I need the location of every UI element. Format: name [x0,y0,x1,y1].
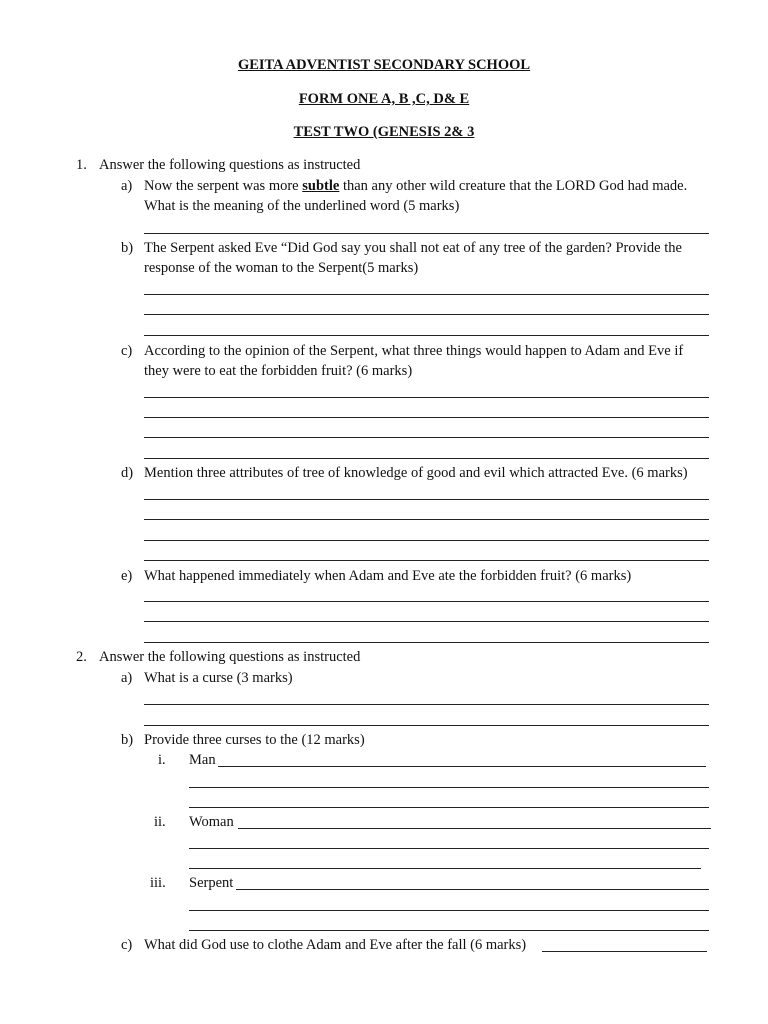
answer-line[interactable] [189,868,701,869]
q2b-item-number: ii. [154,814,166,830]
q2-number: 2. [76,649,87,665]
answer-line[interactable] [144,642,709,643]
q1-intro: Answer the following questions as instructed [99,157,361,173]
q1c-text-line1: According to the opinion of the Serpent, what three things would happen to Adam and Eve if [144,343,684,359]
test-title: TEST TWO (GENESIS 2& 3 [293,124,475,140]
q2b-item-label-serpent: Serpent [189,875,234,891]
q2b-item-number: iii. [150,875,166,891]
q1b-text-line1: The Serpent asked Eve “Did God say you shall not eat of any tree of the garden? Provide the [144,240,682,256]
answer-line[interactable] [542,951,707,952]
answer-line[interactable] [144,725,709,726]
answer-line[interactable] [144,233,709,234]
answer-line[interactable] [189,787,709,788]
answer-line[interactable] [144,519,709,520]
q2a-label: a) [121,670,133,686]
q1b-label: b) [121,240,134,256]
q1d-label: d) [121,465,134,481]
q2-intro: Answer the following questions as instructed [99,649,361,665]
answer-line[interactable] [189,910,709,911]
q2b-label: b) [121,732,134,748]
q1e-text-line1: What happened immediately when Adam and Eve ate the forbidden fruit? (6 marks) [144,568,632,584]
answer-line[interactable] [144,294,709,295]
q1a-text-pre: Now the serpent was more [144,178,303,194]
answer-line[interactable] [144,704,709,705]
answer-line[interactable] [144,437,709,438]
answer-line[interactable] [144,499,709,500]
answer-line[interactable] [144,335,709,336]
answer-line[interactable] [144,417,709,418]
q2b-item-label-man: Man [189,752,216,768]
answer-line[interactable] [189,807,709,808]
q1a-text [144,176,687,196]
q1e-label: e) [121,568,133,584]
q2c-label: c) [121,937,133,953]
answer-line[interactable] [144,621,709,622]
q1d-text-line1: Mention three attributes of tree of knowledge of good and evil which attracted Eve. (6 marks) [144,465,688,481]
q1a-text-post: than any other wild creature that the LORD God had made. [339,178,688,194]
q2a-text-line1: What is a curse (3 marks) [144,670,293,686]
answer-line[interactable] [144,540,709,541]
answer-line[interactable] [144,560,709,561]
answer-line[interactable] [189,848,709,849]
q2b-item-number: i. [158,752,166,768]
q2b-text-line1: Provide three curses to the (12 marks) [144,732,365,748]
q2b-item-label-woman: Woman [189,814,234,830]
answer-line[interactable] [144,397,709,398]
q1a-label: a) [121,178,133,194]
q1-number: 1. [76,157,87,173]
answer-line[interactable] [218,766,706,767]
underlined-word: subtle [302,178,340,194]
answer-line[interactable] [236,889,709,890]
q1c-label: c) [121,343,133,359]
q1c-text-line2: they were to eat the forbidden fruit? (6 marks) [144,363,413,379]
school-title: GEITA ADVENTIST SECONDARY SCHOOL [237,57,531,73]
q2c-text-line1: What did God use to clothe Adam and Eve after the fall (6 marks) [144,937,527,953]
q1a-text-line2: What is the meaning of the underlined word (5 marks) [144,198,460,214]
form-title: FORM ONE A, B ,C, D& E [298,91,470,107]
answer-line[interactable] [144,458,709,459]
q1b-text-line2: response of the woman to the Serpent(5 marks) [144,260,419,276]
answer-line[interactable] [144,314,709,315]
answer-line[interactable] [144,601,709,602]
answer-line[interactable] [238,828,711,829]
answer-line[interactable] [189,930,709,931]
